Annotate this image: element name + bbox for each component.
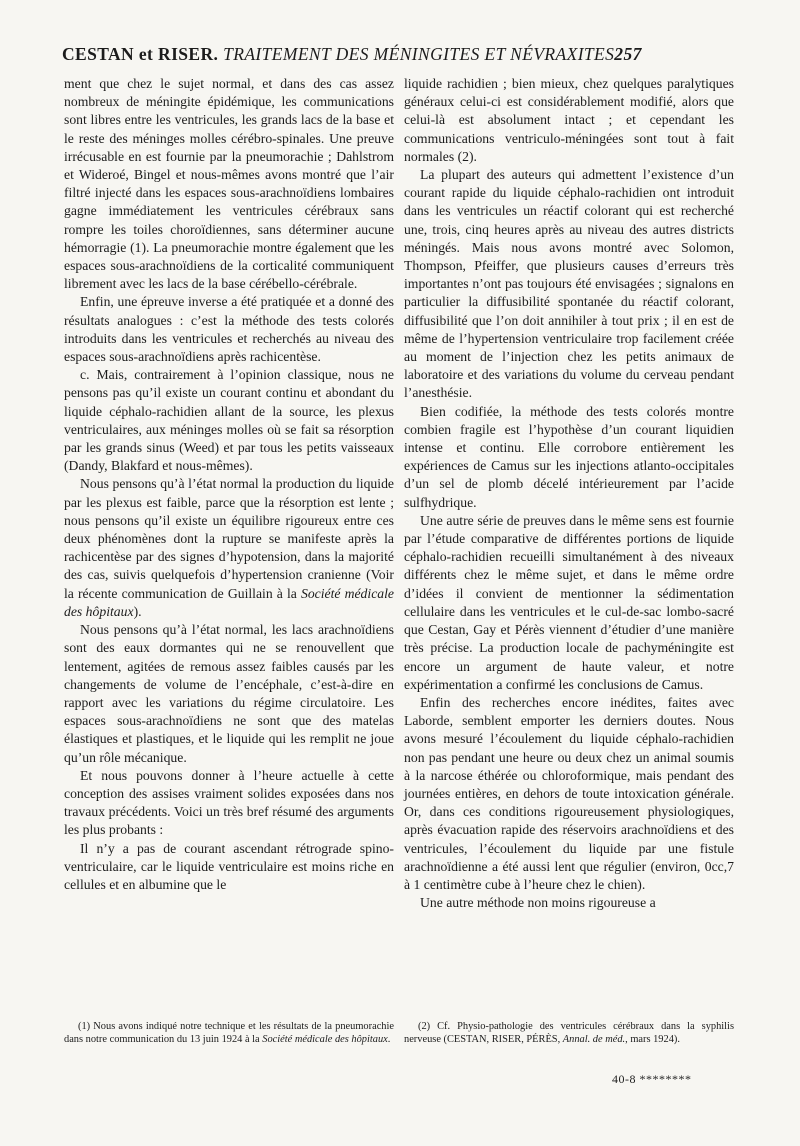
printer-signature: 40-8 ******** bbox=[612, 1072, 692, 1086]
left-paragraph-7: Il n’y a pas de courant ascendant rétrograde spino-ventriculaire, car le liquide ventriculaire est moins riche en cellules et en albumine que le bbox=[64, 840, 394, 892]
left-paragraph-4-text-a: Nous pensons qu’à l’état normal la production du liquide par les plexus est faible, parce que la résorption est lente ; nous pensons qu’il existe un équilibre rigoureux entre ces deux phénomènes dont la rupture se manifeste après la rachicentèse par des signes d’hypotension, dans la majorité des cas, suivis quelquefois d’hypertension cranienne (Voir la récente communication de Guillain à la bbox=[64, 476, 394, 601]
right-column bbox=[404, 75, 734, 912]
right-paragraph-2: La plupart des auteurs qui admettent l’existence d’un courant rapide du liquide céphalo-rachidien ont introduit dans les ventricules un réactif colorant qui est recherché une, trois, cinq heures après au niveau des autres districts méningés. Mais nous avons montré avec Solomon, Thompson, Pfeiffer, que plusieurs causes d’erreurs très importantes n’ont pas toujours été envisagées ; signalons en particulier la diffusibilité spontanée du réactif colorant, diffusibilité que l’on doit annihiler à tout prix ; il en est de même de l’hypertension ventriculaire trop facilement créée au moment de l’injection chez les petits animaux de laboratoire et des variations du volume du cerveau pendant l’anesthésie. bbox=[404, 167, 734, 401]
running-head-authors: CESTAN et RISER. bbox=[62, 44, 219, 64]
footnote-left bbox=[64, 1020, 394, 1047]
left-paragraph-5: Nous pensons qu’à l’état normal, les lacs arachnoïdiens sont des eaux dormantes qui ne se renouvellent que lentement, agitées de remous assez faibles causés par les changements de volume de l’encéphale, c’est-à-dire en rapport avec les variations du régime circulatoire. Les espaces sous-arachnoïdiens ne sont que des matelas élastiques et plastiques, et le liquide qui les remplit ne joue qu’un rôle mécanique. bbox=[64, 622, 394, 765]
left-column bbox=[64, 75, 394, 894]
running-head-title: TRAITEMENT DES MÉNINGITES ET NÉVRAXITES bbox=[223, 44, 615, 64]
footnote-2-emphasis: Annal. de méd. bbox=[562, 1034, 626, 1046]
footnote-2-text-a: (2) Cf. Physio-pathologie des ventricules cérébraux dans la syphilis nerveuse (CESTAN, RISER, PÉRÈS, bbox=[404, 1021, 734, 1046]
footnote-2-text-b: , mars 1924). bbox=[625, 1034, 680, 1046]
left-paragraph-2: Enfin, une épreuve inverse a été pratiquée et a donné des résultats analogues : c’est la méthode des tests colorés introduits dans les ventricules et recherchés au niveau des espaces sous-arachnoïdiens après rachicentèse. bbox=[64, 294, 394, 365]
left-paragraph-4-emphasis: Société médicale des hôpitaux bbox=[64, 585, 394, 619]
left-paragraph-6: Et nous pouvons donner à l’heure actuelle à cette conception des assises vraiment solides exposées dans nos travaux précédents. Voici un très bref résumé des arguments les plus probants : bbox=[64, 767, 394, 838]
footnote-2 bbox=[404, 1020, 734, 1047]
left-paragraph-4-text-b: ). bbox=[133, 603, 142, 619]
footnote-1 bbox=[64, 1020, 394, 1047]
left-paragraph-4 bbox=[64, 475, 394, 621]
footnote-1-text-a: (1) Nous avons indiqué notre technique et les résultats de la pneumorachie dans notre communication du 13 juin 1924 à la bbox=[64, 1021, 394, 1046]
left-paragraph-3: c. Mais, contrairement à l’opinion classique, nous ne pensons pas qu’il existe un courant continu et abondant du liquide céphalo-rachidien allant de la source, les plexus ventriculaires, aux méninges molles où se fait sa résorption par les grands sinus (Weed) et par tous les petits vaisseaux (Dandy, Blakfard et nous-mêmes). bbox=[64, 367, 394, 474]
footnote-right bbox=[404, 1020, 734, 1047]
right-paragraph-3: Bien codifiée, la méthode des tests colorés montre combien fragile est l’hypothèse d’un courant liquidien intense et continu. Elle corrobore entièrement les expériences de Camus sur les injections atlanto-occipitales d’un sel de plomb décelé intérieurement par l’acide sulfhydrique. bbox=[404, 403, 734, 510]
right-paragraph-6: Une autre méthode non moins rigoureuse a bbox=[420, 895, 656, 911]
left-paragraph-1: ment que chez le sujet normal, et dans des cas assez nombreux de méningite épidémique, les communications sont libres entre les ventricules, les grands lacs de la base et le reste des méninges molles cérébro-spinales. Une preuve irrécusable en est fournie par la pneumorachie ; Dahlstrom et Wideroé, Bingel et nous-mêmes avons montré que l’air filtré injecté dans les espaces sous-arachnoïdiens lombaires gagne immédiatement les ventricules cérébraux sans rompre les toiles choroïdiennes, sans déterminer aucune hémorragie (1). La pneumorachie montre également que les espaces sous-arachnoïdiens de la corticalité communiquent librement avec les lacs de la base cérébello-cérébrale. bbox=[64, 76, 394, 292]
footnote-1-emphasis: Société médicale des hôpitaux bbox=[262, 1034, 388, 1046]
footnote-1-text-b: . bbox=[387, 1034, 391, 1046]
right-paragraph-5: Enfin des recherches encore inédites, faites avec Laborde, semblent emporter les derniers doutes. Nous avons mesuré l’écoulement du liquide céphalo-rachidien non pas pendant une heure ou deux chez un animal soumis à la narcose éthérée ou chloroformique, mais pendant des journées entières, en dehors de toute intoxication générale. Or, dans ces conditions rigoureusement physiologiques, après évacuation rapide des réservoirs arachnoïdiens et des ventricules, l’écoulement du liquide par une fistule arachnoïdienne a été aussi lent que régulier (environ, 0cc,7 à 1 centimètre cube à l’heure chez le chien). bbox=[404, 694, 734, 892]
page-number: 257 bbox=[614, 44, 642, 64]
right-paragraph-4: Une autre série de preuves dans le même sens est fournie par l’étude comparative de différentes portions de liquide céphalo-rachidien recueilli simultanément à des niveaux différents chez le même sujet, et dans le même ordre d’idées il convient de mentionner la sédimentation cellulaire dans les ventricules et le cul-de-sac lombo-sacré que Cestan, Gay et Pérès viennent d’étudier d’une manière très précise. La production locale de pachyméningite est encore un argument de haute valeur, et notre expérimentation a confirmé les conclusions de Camus. bbox=[404, 512, 734, 692]
right-paragraph-1: liquide rachidien ; bien mieux, chez quelques paralytiques généraux celui-ci est considérablement modifié, alors que celui-là est absolument intact ; et cependant les communications ventriculo-méningées sont tout à fait normales (2). bbox=[404, 76, 734, 164]
running-head bbox=[62, 44, 742, 65]
